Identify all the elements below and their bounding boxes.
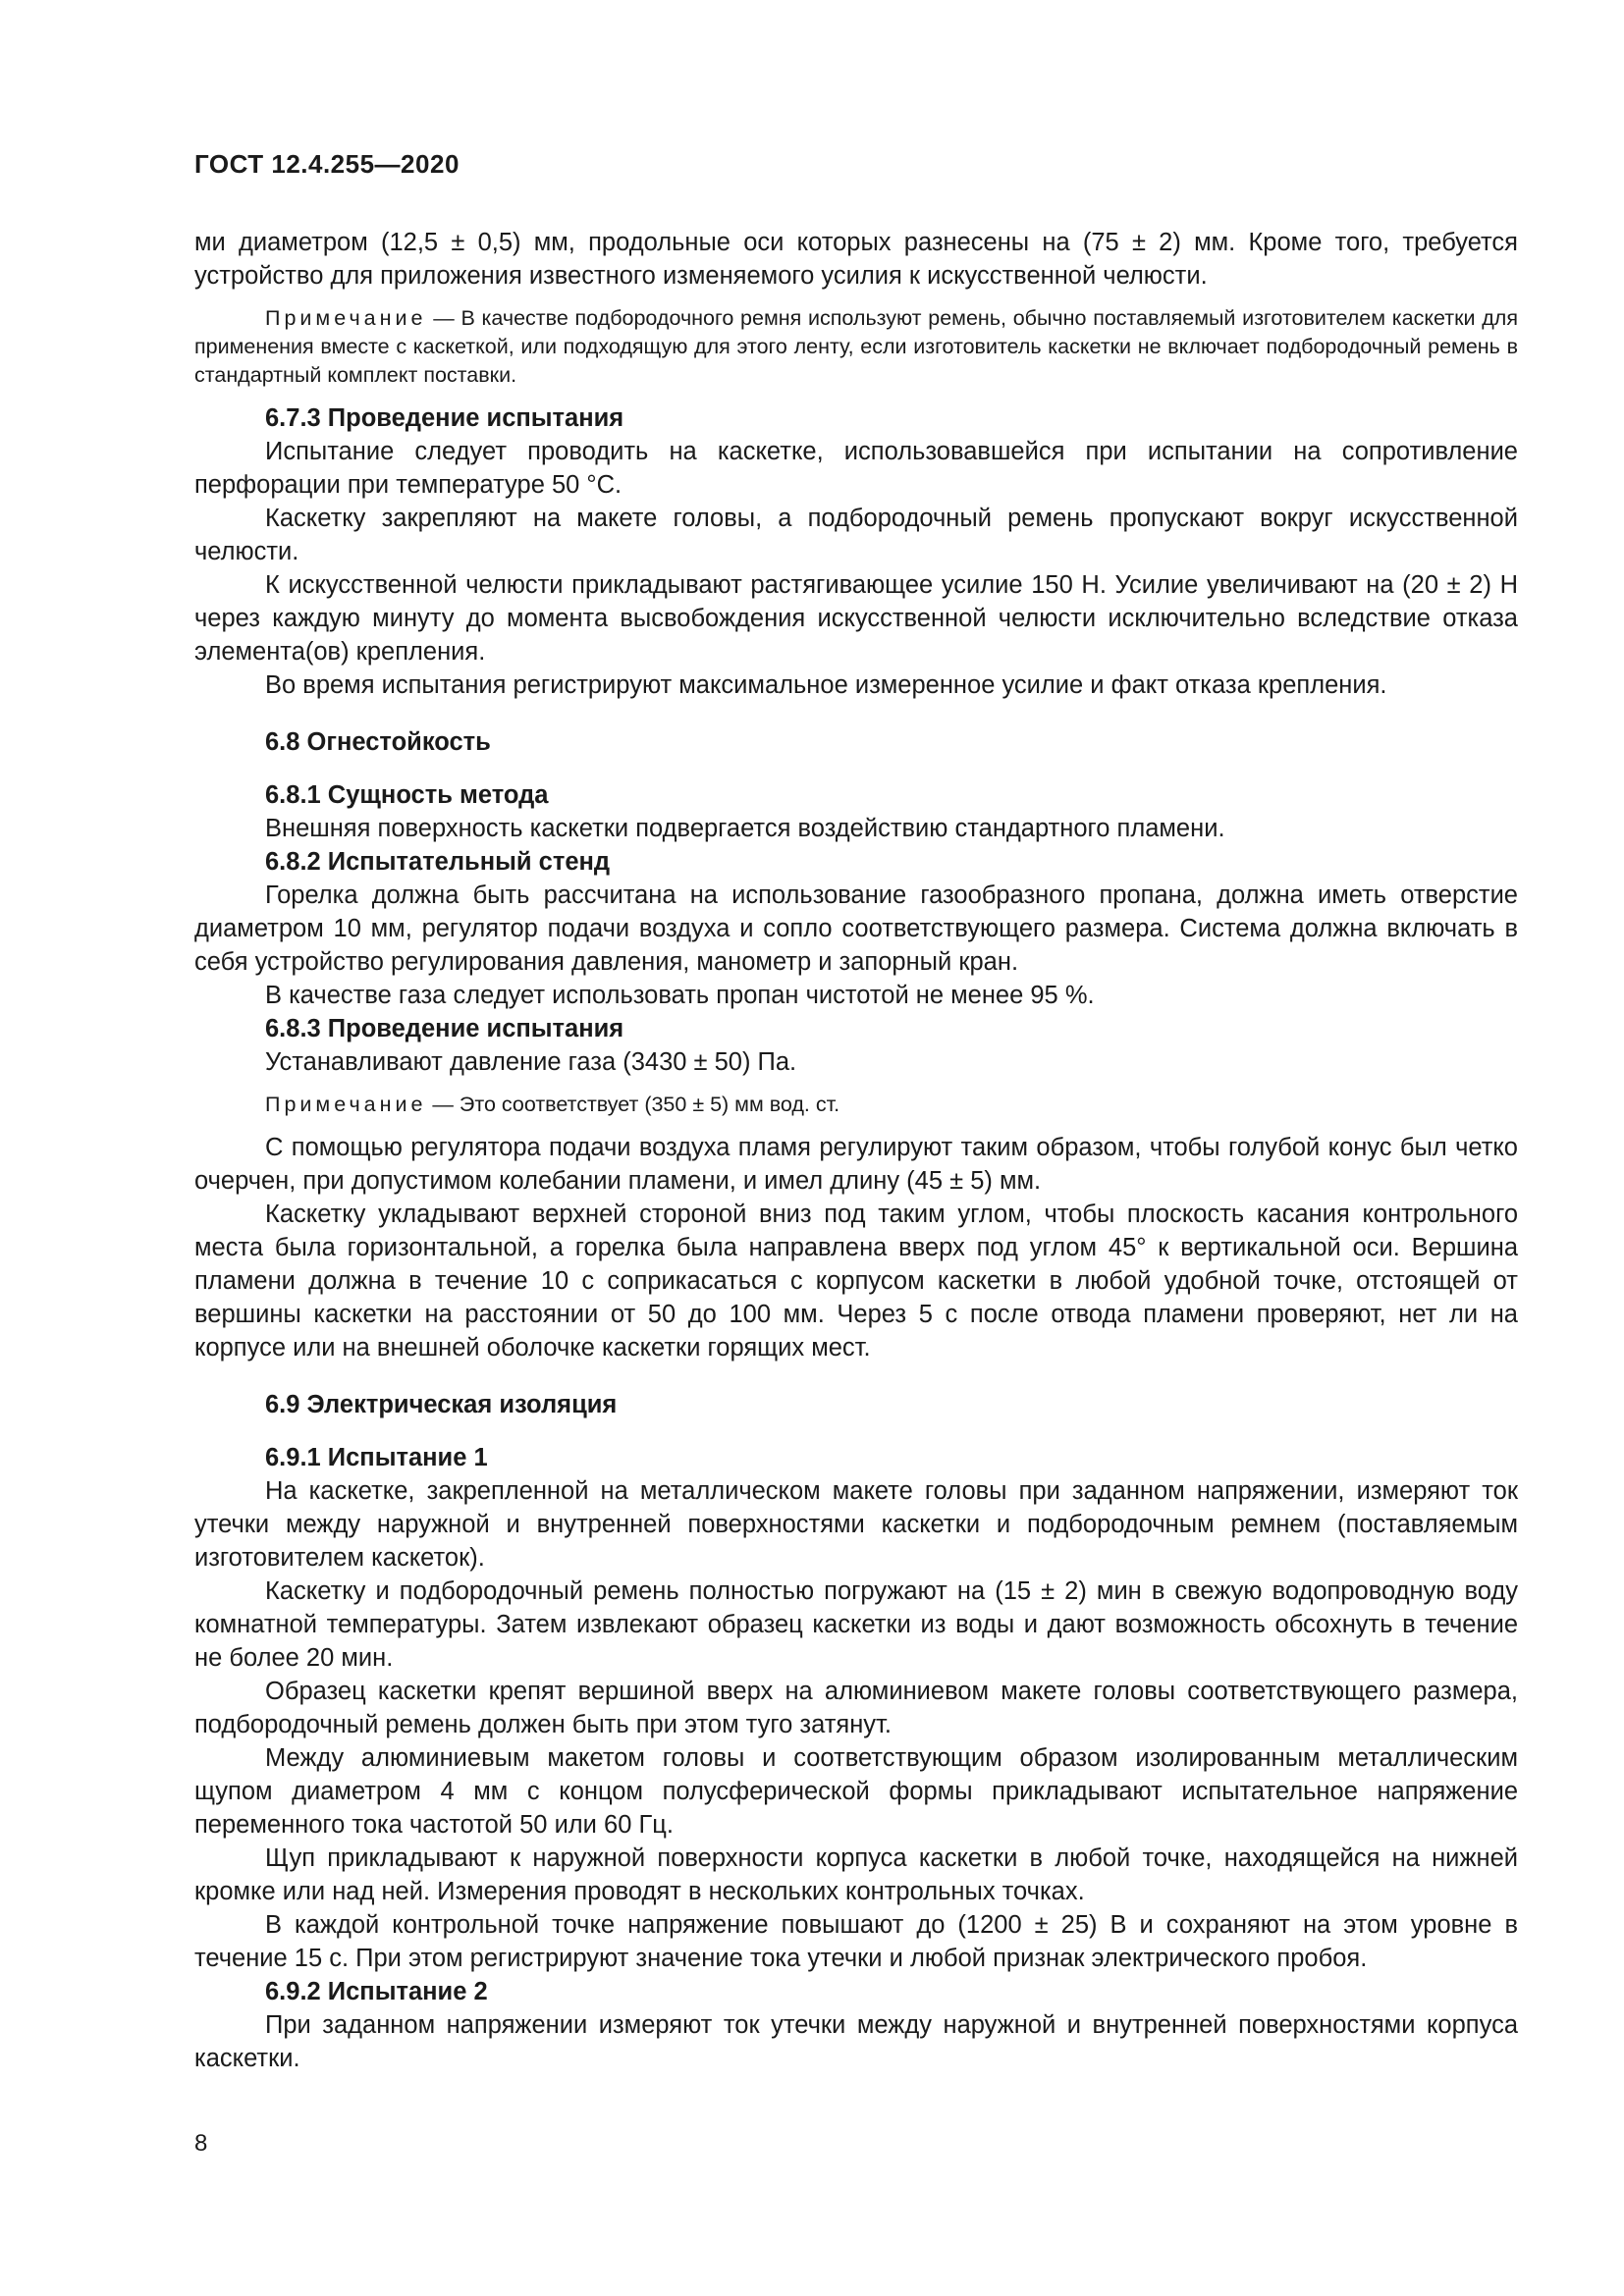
paragraph: В каждой контрольной точке напряжение повышают до (1200 ± 25) В и сохраняют на этом уровне в течение 15 с. При этом регистрируют значение тока утечки и любой признак электрического пробоя. [194, 1911, 1518, 1972]
document-body [194, 226, 1518, 2075]
section-heading-6-8-3: 6.8.3 Проведение испытания [265, 1015, 624, 1042]
section-heading-6-8-1: 6.8.1 Сущность метода [265, 781, 549, 809]
paragraph: ми диаметром (12,5 ± 0,5) мм, продольные оси которых разнесены на (75 ± 2) мм. Кроме того, требуется устройство для приложения известного изменяемого усилия к искусственной челюсти. [194, 229, 1518, 290]
note-text: — В качестве подбородочного ремня используют ремень, обычно поставляемый изготовителем каскетки для применения вместе с каскеткой, или подходящую для этого ленту, если изготовитель каскетки не включает подбородочный ремень в стандартный комплект поставки. [194, 306, 1518, 387]
paragraph: С помощью регулятора подачи воздуха пламя регулируют таким образом, чтобы голубой конус был четко очерчен, при допустимом колебании пламени, и имел длину (45 ± 5) мм. [194, 1134, 1518, 1195]
paragraph: Испытание следует проводить на каскетке, использовавшейся при испытании на сопротивление перфорации при температуре 50 °С. [194, 438, 1518, 499]
note-label: Примечание [265, 306, 427, 330]
section-heading-6-9-1: 6.9.1 Испытание 1 [265, 1444, 488, 1471]
document-code: ГОСТ 12.4.255—2020 [194, 149, 460, 179]
paragraph: Каскетку закрепляют на макете головы, а подбородочный ремень пропускают вокруг искусственной челюсти. [194, 505, 1518, 565]
paragraph: Каскетку укладывают верхней стороной вниз под таким углом, чтобы плоскость касания контрольного места была горизонтальной, а горелка была направлена вверх под углом 45° к вертикальной оси. Вершина пламени должна в течение 10 с соприкасаться с корпусом каскетки в любой удобной точке, отстоящей от вершины каскетки на расстоянии от 50 до 100 мм. Через 5 с после отвода пламени проверяют, нет ли на корпусе или на внешней оболочке каскетки горящих мест. [194, 1201, 1518, 1362]
note-text: — Это соответствует (350 ± 5) мм вод. ст. [426, 1093, 840, 1116]
paragraph: Между алюминиевым макетом головы и соответствующим образом изолированным металлическим щупом диаметром 4 мм с концом полусферической формы прикладывают испытательное напряжение переменного тока частотой 50 или 60 Гц. [194, 1744, 1518, 1839]
section-heading-6-9-2: 6.9.2 Испытание 2 [265, 1978, 488, 2005]
note-label: Примечание [265, 1093, 427, 1116]
section-heading-6-7-3: 6.7.3 Проведение испытания [265, 404, 624, 432]
paragraph: Во время испытания регистрируют максимальное измеренное усилие и факт отказа крепления. [265, 671, 1387, 699]
paragraph: В качестве газа следует использовать пропан чистотой не менее 95 %. [265, 982, 1095, 1009]
paragraph: На каскетке, закрепленной на металлическом макете головы при заданном напряжении, измеряют ток утечки между наружной и внутренней поверхностями каскетки и подбородочным ремнем (поставляемым изготовителем каскеток). [194, 1477, 1518, 1572]
page-number: 8 [194, 2130, 208, 2157]
note-1 [194, 304, 1518, 390]
section-heading-6-8-2: 6.8.2 Испытательный стенд [265, 848, 611, 876]
paragraph: Каскетку и подбородочный ремень полностью погружают на (15 ± 2) мин в свежую водопроводную воду комнатной температуры. Затем извлекают образец каскетки из воды и дают возможность обсохнуть в течение не более 20 мин. [194, 1577, 1518, 1672]
paragraph: К искусственной челюсти прикладывают растягивающее усилие 150 Н. Усилие увеличивают на (20 ± 2) Н через каждую минуту до момента высвобождения искусственной челюсти исключительно вследствие отказа элемента(ов) крепления. [194, 571, 1518, 666]
note-2 [194, 1091, 1518, 1119]
section-heading-6-9: 6.9 Электрическая изоляция [265, 1391, 618, 1418]
paragraph: Устанавливают давление газа (3430 ± 50) Па. [265, 1048, 797, 1076]
paragraph: Щуп прикладывают к наружной поверхности корпуса каскетки в любой точке, находящейся на нижней кромке или над ней. Измерения проводят в нескольких контрольных точках. [194, 1844, 1518, 1905]
paragraph: При заданном напряжении измеряют ток утечки между наружной и внутренней поверхностями корпуса каскетки. [194, 2011, 1518, 2072]
paragraph: Образец каскетки крепят вершиной вверх на алюминиевом макете головы соответствующего размера, подбородочный ремень должен быть при этом туго затянут. [194, 1678, 1518, 1738]
paragraph: Горелка должна быть рассчитана на использование газообразного пропана, должна иметь отверстие диаметром 10 мм, регулятор подачи воздуха и сопло соответствующего размера. Система должна включать в себя устройство регулирования давления, манометр и запорный кран. [194, 881, 1518, 976]
paragraph: Внешняя поверхность каскетки подвергается воздействию стандартного пламени. [265, 815, 1225, 842]
section-heading-6-8: 6.8 Огнестойкость [265, 728, 491, 756]
